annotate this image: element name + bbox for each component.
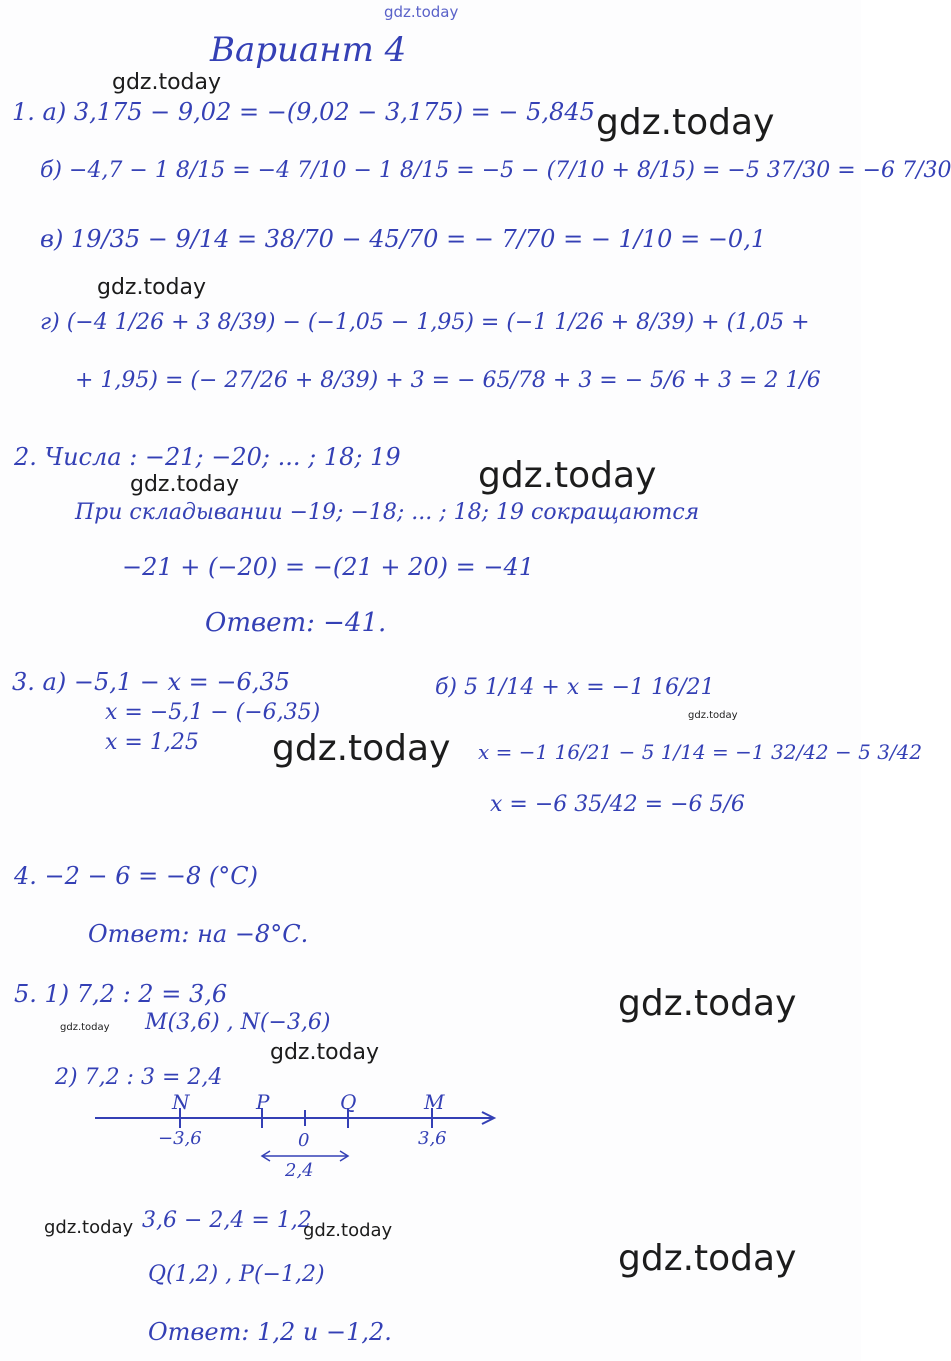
task1-g-line2: + 1,95) = (− 27/26 + 8/39) + 3 = − 65/78 + 3 = − 5/6 + 3 = 2 1/6 — [75, 368, 821, 393]
task3-b-step: x = −1 16/21 − 5 1/14 = −1 32/42 − 5 3/42 — [478, 740, 923, 764]
axis-value-zero: 0 — [298, 1130, 310, 1151]
task1-g-line1: г) (−4 1/26 + 3 8/39) − (−1,05 − 1,95) = (−1 1/26 + 8/39) + (1,05 + — [40, 310, 810, 335]
task5-answer: Ответ: 1,2 и −1,2. — [148, 1318, 392, 1346]
task3-b-eq: б) 5 1/14 + x = −1 16/21 — [435, 675, 715, 700]
task1-b: б) −4,7 − 1 8/15 = −4 7/10 − 1 8/15 = −5 − (7/10 + 8/15) = −5 37/30 = −6 7/30 — [40, 158, 951, 183]
axis-label-n: N — [172, 1090, 190, 1114]
watermark: gdz.today — [272, 728, 451, 769]
task3-a-result: x = 1,25 — [105, 730, 199, 755]
watermark: gdz.today — [303, 1220, 393, 1241]
task5-points-mn: M(3,6) , N(−3,6) — [145, 1010, 331, 1035]
page-title: Вариант 4 — [210, 30, 407, 70]
task5-calc: 3,6 − 2,4 = 1,2 — [142, 1208, 312, 1233]
watermark: gdz.today — [60, 1022, 110, 1033]
task3-b-result: x = −6 35/42 = −6 5/6 — [490, 792, 745, 817]
task5-points-qp: Q(1,2) , P(−1,2) — [148, 1262, 325, 1287]
watermark: gdz.today — [112, 70, 222, 95]
task3-a-step: x = −5,1 − (−6,35) — [105, 700, 321, 725]
watermark: gdz.today — [618, 983, 797, 1024]
watermark-top: gdz.today — [384, 3, 459, 21]
watermark: gdz.today — [478, 455, 657, 496]
watermark: gdz.today — [596, 102, 775, 143]
axis-value-36: 3,6 — [418, 1128, 447, 1149]
watermark: gdz.today — [130, 472, 240, 497]
task2-answer: Ответ: −41. — [205, 608, 387, 638]
watermark: gdz.today — [270, 1040, 380, 1065]
watermark: gdz.today — [618, 1238, 797, 1279]
task1-a: 1. а) 3,175 − 9,02 = −(9,02 − 3,175) = − 5,845 — [12, 98, 595, 126]
axis-segment-24: 2,4 — [285, 1160, 314, 1181]
task3-a-eq: 3. а) −5,1 − x = −6,35 — [12, 668, 290, 696]
watermark: gdz.today — [44, 1217, 134, 1238]
axis-label-p: P — [256, 1090, 270, 1114]
watermark: gdz.today — [97, 275, 207, 300]
task1-v: в) 19/35 − 9/14 = 38/70 − 45/70 = − 7/70 = − 1/10 = −0,1 — [40, 225, 767, 253]
task5-step2: 2) 7,2 : 3 = 2,4 — [55, 1065, 223, 1090]
axis-value-neg36: −3,6 — [158, 1128, 202, 1149]
axis-label-q: Q — [340, 1090, 357, 1114]
task2-calc: −21 + (−20) = −(21 + 20) = −41 — [122, 553, 535, 581]
task5-step1: 5. 1) 7,2 : 2 = 3,6 — [14, 980, 228, 1008]
task4-calc: 4. −2 − 6 = −8 (°C) — [14, 862, 259, 890]
watermark: gdz.today — [688, 710, 738, 721]
task4-answer: Ответ: на −8°С. — [88, 920, 309, 948]
task2-numbers: 2. Числа : −21; −20; ... ; 18; 19 — [14, 443, 401, 471]
axis-label-m: M — [424, 1090, 445, 1114]
task2-sum-note: При складывании −19; −18; ... ; 18; 19 сокращаются — [75, 500, 700, 525]
